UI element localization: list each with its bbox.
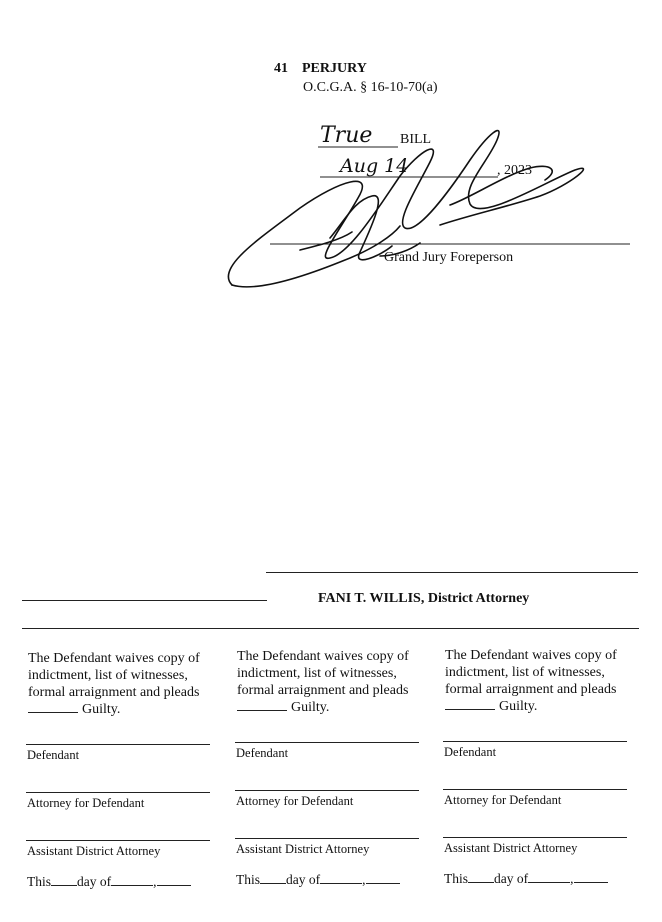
guilty-label: Guilty. [499, 699, 538, 714]
plea-column-2 [237, 648, 427, 716]
plea-column-3 [445, 647, 635, 715]
handwritten-date: Aug 14 [340, 155, 409, 177]
defendant-signature-line[interactable] [235, 742, 419, 743]
da-signature-line [266, 572, 638, 573]
this-label: This [236, 872, 261, 887]
assistant-district-attorney-signature-line[interactable] [443, 837, 627, 838]
plea-blank[interactable] [445, 698, 495, 710]
defendant-label: Defendant [236, 746, 289, 760]
this-label: This [27, 874, 52, 889]
attorney-for-defendant-signature-line[interactable] [443, 789, 627, 790]
attorney-for-defendant-label: Attorney for Defendant [27, 796, 145, 810]
day-of-label: day of [286, 872, 321, 887]
assistant-district-attorney-signature-line[interactable] [26, 840, 210, 841]
month-blank[interactable] [528, 871, 570, 883]
guilty-label: Guilty. [291, 700, 330, 715]
month-blank[interactable] [320, 872, 362, 884]
guilty-label: Guilty. [82, 702, 121, 717]
year-blank[interactable] [574, 871, 608, 883]
attorney-for-defendant-label: Attorney for Defendant [444, 793, 562, 807]
defendant-signature-line[interactable] [443, 741, 627, 742]
assistant-district-attorney-signature-line[interactable] [235, 838, 419, 839]
assistant-district-attorney-label: Assistant District Attorney [27, 844, 161, 858]
section-divider [22, 628, 639, 629]
year-blank[interactable] [366, 872, 400, 884]
day-of-label: day of [494, 871, 529, 886]
defendant-label: Defendant [27, 748, 80, 762]
waiver-text: The Defendant waives copy of indictment, list of witnesses, formal arraignment and pleads [28, 651, 200, 700]
date-line [236, 872, 400, 888]
day-blank[interactable] [468, 871, 494, 883]
year-label: , 2023 [497, 163, 532, 178]
assistant-district-attorney-label: Assistant District Attorney [236, 842, 370, 856]
guilty-line [445, 698, 635, 715]
date-line [27, 874, 191, 890]
comma: , [570, 871, 574, 886]
left-rule [22, 600, 267, 601]
bill-label: BILL [400, 132, 432, 147]
attorney-for-defendant-signature-line[interactable] [26, 792, 210, 793]
plea-column-1 [28, 650, 218, 718]
defendant-label: Defendant [444, 745, 497, 759]
this-label: This [444, 871, 469, 886]
verdict-block [0, 0, 662, 340]
waiver-text: The Defendant waives copy of indictment, list of witnesses, formal arraignment and pleads [237, 649, 409, 698]
waiver-text: The Defendant waives copy of indictment, list of witnesses, formal arraignment and pleads [445, 648, 617, 697]
day-blank[interactable] [260, 872, 286, 884]
month-blank[interactable] [111, 874, 153, 886]
day-of-label: day of [77, 874, 112, 889]
assistant-district-attorney-label: Assistant District Attorney [444, 841, 578, 855]
district-attorney-name: FANI T. WILLIS, District Attorney [318, 591, 530, 606]
comma: , [153, 874, 157, 889]
attorney-for-defendant-signature-line[interactable] [235, 790, 419, 791]
plea-blank[interactable] [28, 701, 78, 713]
count-title: PERJURY [302, 61, 367, 76]
count-number: 41 [274, 61, 288, 76]
year-blank[interactable] [157, 874, 191, 886]
statute-citation: O.C.G.A. § 16-10-70(a) [303, 80, 438, 95]
handwritten-verdict: True [320, 123, 373, 148]
foreperson-label: Grand Jury Foreperson [384, 250, 514, 265]
comma: , [362, 872, 366, 887]
plea-blank[interactable] [237, 699, 287, 711]
date-line [444, 871, 608, 887]
attorney-for-defendant-label: Attorney for Defendant [236, 794, 354, 808]
day-blank[interactable] [51, 874, 77, 886]
guilty-line [237, 699, 427, 716]
defendant-signature-line[interactable] [26, 744, 210, 745]
guilty-line [28, 701, 218, 718]
